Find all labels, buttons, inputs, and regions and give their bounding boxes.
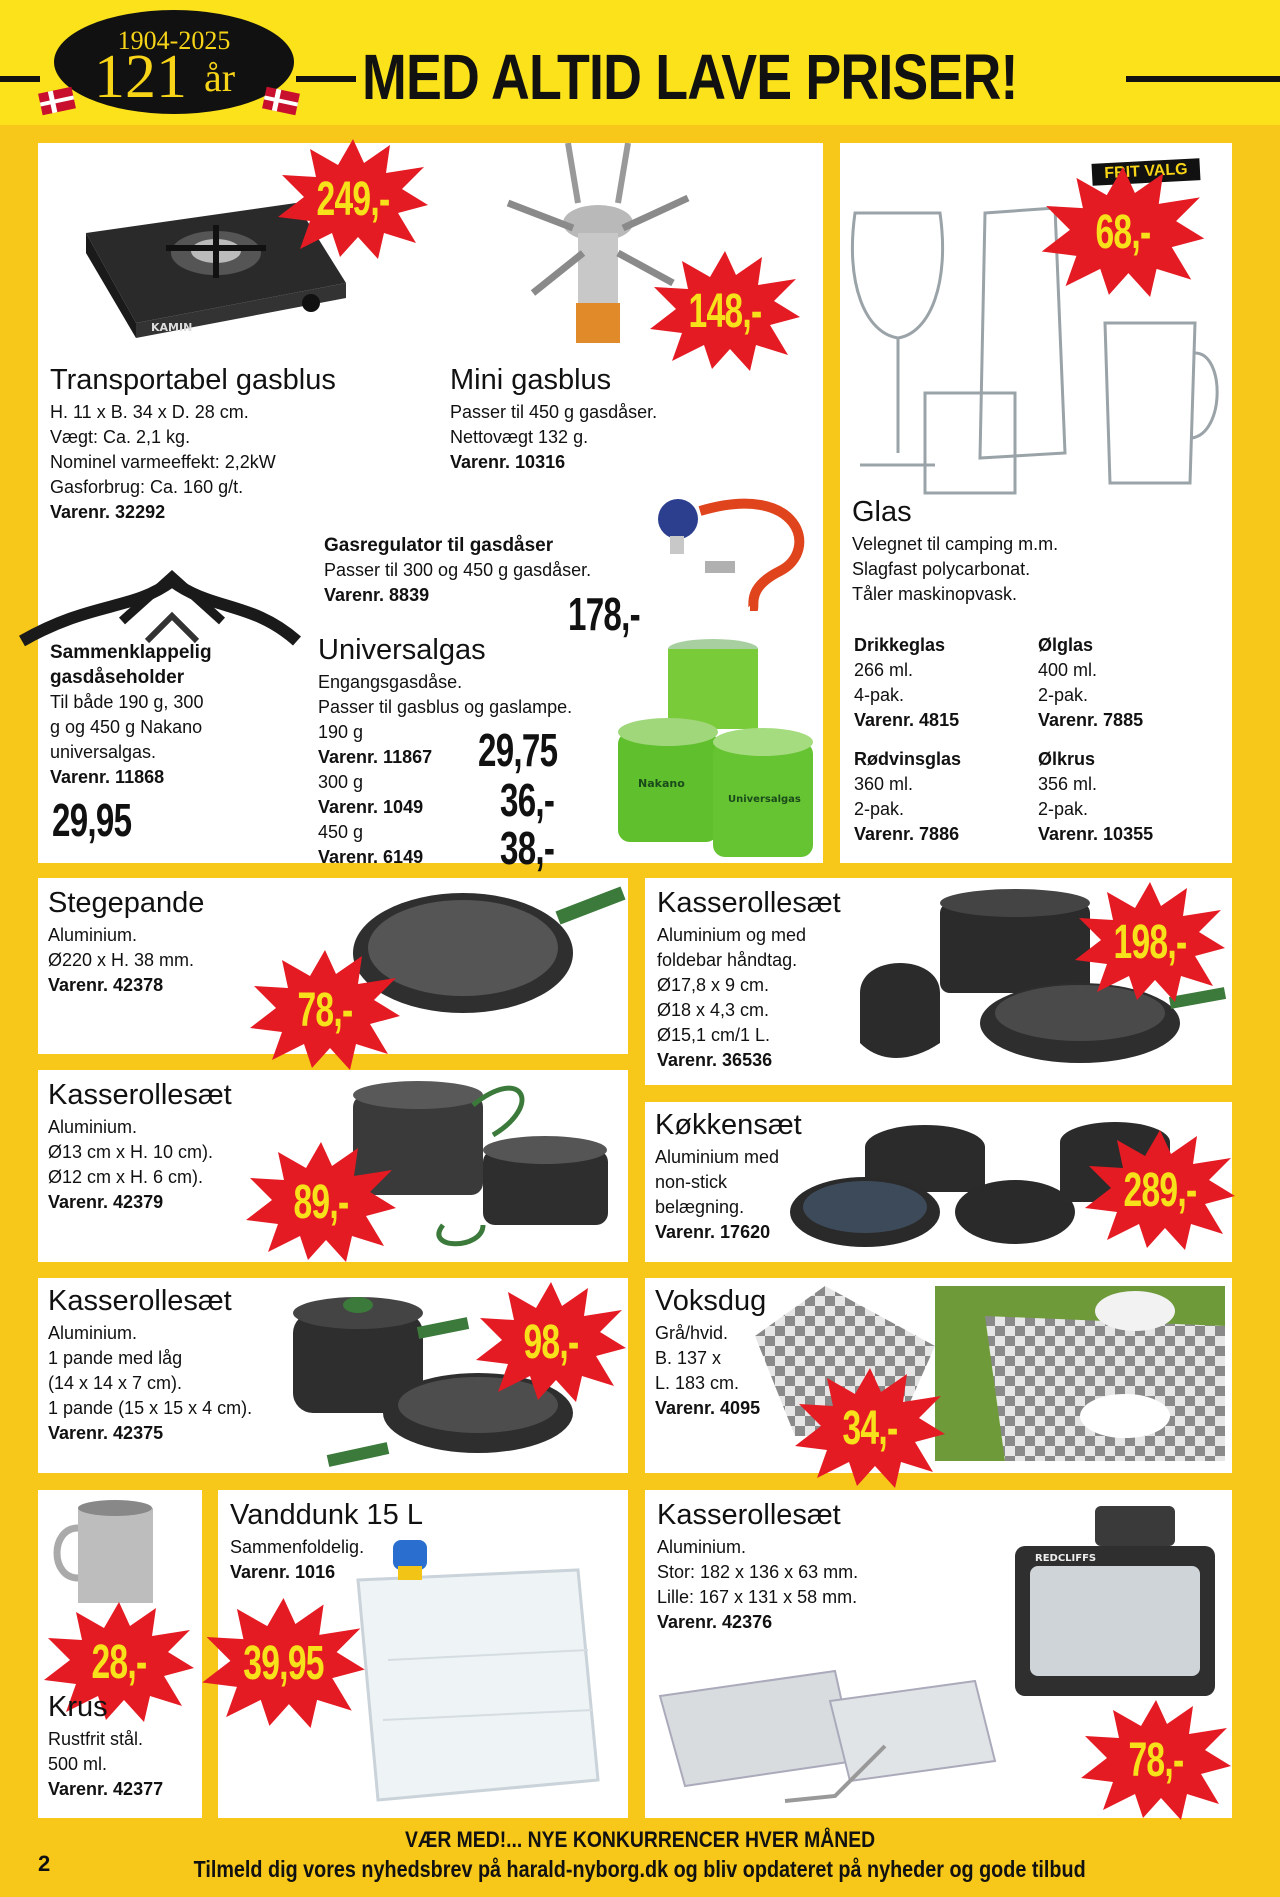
price-gasblus: 249,- [316, 172, 390, 226]
kasserolle-42379-line: Ø12 cm x H. 6 cm). [48, 1167, 204, 1187]
header-rule-mid [296, 76, 356, 82]
universalgas-sku: Varenr. 1049 [318, 797, 424, 817]
panel-kasserolle-42376 [645, 1490, 1232, 1818]
glas-item-name: Ølkrus [1038, 749, 1096, 769]
kasserolle-42376-sku: Varenr. 42376 [657, 1612, 773, 1632]
page-header [0, 0, 1280, 125]
krus-sku: Varenr. 42377 [48, 1779, 164, 1799]
kasserolle-42376-line: Aluminium. [657, 1537, 747, 1557]
header-rule-right [1126, 76, 1280, 82]
kasserolle-36536-line: Ø15,1 cm/1 L. [657, 1025, 771, 1045]
universalgas-line: Passer til gasblus og gaslampe. [318, 697, 573, 717]
header-rule-left [0, 76, 40, 82]
glas-item-name: Drikkeglas [854, 635, 946, 655]
koekkensaet-line: non-stick [655, 1172, 728, 1192]
krus-line: 500 ml. [48, 1754, 108, 1774]
koekkensaet-sku: Varenr. 17620 [655, 1222, 771, 1242]
holder-line: universalgas. [50, 742, 157, 762]
gasregulator-line: Passer til 300 og 450 g gasdåser. [324, 560, 592, 580]
glas-item-oelkrus [1038, 747, 1153, 847]
anniversary-number: 121 [94, 43, 187, 111]
kasserolle-42375-line: 1 pande med låg [48, 1348, 183, 1368]
mini-gasblus-info [450, 363, 657, 475]
price-holder: 29,95 [52, 794, 132, 846]
danish-flag-icon [38, 87, 76, 116]
panel-vanddunk [218, 1490, 628, 1818]
glas-item-pack: 2-pak. [1038, 685, 1089, 705]
anniversary-years: 1904-2025 [117, 26, 231, 55]
kasserolle-36536-sku: Varenr. 36536 [657, 1050, 773, 1070]
holder-info [50, 640, 212, 790]
glas-item-size: 266 ml. [854, 660, 914, 680]
kasserolle-42379-name: Kasserollesæt [48, 1079, 232, 1111]
price-mini-gasblus: 148,- [688, 284, 762, 338]
panel-kasserolle-42379 [38, 1070, 628, 1262]
kasserolle-42375-line: Aluminium. [48, 1323, 138, 1343]
price-burst-kasserolle-42379 [246, 1142, 396, 1262]
krus-line: Rustfrit stål. [48, 1729, 144, 1749]
glas-line: Tåler maskinopvask. [852, 584, 1018, 604]
holder-name-line: gasdåseholder [50, 667, 185, 688]
glas-item-name: Rødvinsglas [854, 749, 962, 769]
price-krus: 28,- [91, 1635, 147, 1689]
koekkensaet-line: Aluminium med [655, 1147, 780, 1167]
mini-gasblus-line: Passer til 450 g gasdåser. [450, 402, 658, 422]
kasserolle-42379-line: Aluminium. [48, 1117, 138, 1137]
stegepande-line: Aluminium. [48, 925, 138, 945]
panel-krus [38, 1490, 202, 1818]
voksdug-info [655, 1284, 766, 1421]
price-burst-kasserolle-42375 [476, 1282, 626, 1402]
kasserolle-36536-info [657, 886, 841, 1073]
glas-item-pack: 2-pak. [854, 799, 905, 819]
price-universalgas-450: 38,- [500, 822, 555, 874]
glas-item-size: 400 ml. [1038, 660, 1098, 680]
krus-info [48, 1690, 163, 1802]
holder-name-line: Sammenklappelig [50, 642, 212, 663]
glas-item-roedvinsglas [854, 747, 961, 847]
price-burst-gasblus [278, 139, 428, 259]
gas-cans-image [618, 637, 818, 857]
kasserolle-36536-line: Aluminium og med [657, 925, 807, 945]
kasserolle-42376-name: Kasserollesæt [657, 1499, 841, 1531]
vanddunk-line: Sammenfoldelig. [230, 1537, 365, 1557]
voksdug-line: Grå/hvid. [655, 1323, 729, 1343]
price-voksdug: 34,- [842, 1401, 898, 1455]
universalgas-line: Engangsgasdåse. [318, 672, 463, 692]
kasserolle-42379-line: Ø13 cm x H. 10 cm). [48, 1142, 214, 1162]
holder-line: g og 450 g Nakano [50, 717, 203, 737]
glas-item-sku: Varenr. 10355 [1038, 824, 1154, 844]
universalgas-sku: Varenr. 11867 [318, 747, 433, 767]
gasregulator-image [650, 491, 820, 611]
voksdug-line: L. 183 cm. [655, 1373, 740, 1393]
glas-item-size: 360 ml. [854, 774, 914, 794]
price-burst-mini-gasblus [650, 251, 800, 371]
price-vanddunk: 39,95 [243, 1636, 324, 1690]
price-burst-kasserolle-36536 [1075, 882, 1225, 1002]
price-universalgas-190: 29,75 [478, 724, 558, 776]
can-label: Universalgas [728, 794, 801, 805]
price-kasserolle-36536: 198,- [1113, 915, 1187, 969]
gasregulator-sku: Varenr. 8839 [324, 585, 430, 605]
kasserolle-42376-line: Stor: 182 x 136 x 63 mm. [657, 1562, 859, 1582]
stegepande-info [48, 886, 204, 998]
kasserolle-36536-line: Ø18 x 4,3 cm. [657, 1000, 770, 1020]
panel-gas-products [38, 143, 823, 874]
panel-stegepande [38, 878, 628, 1054]
kasserolle-42376-line: Lille: 167 x 131 x 58 mm. [657, 1587, 858, 1607]
danish-flag-icon [262, 87, 300, 116]
krus-image [50, 1498, 170, 1618]
kasserolle-42375-line: (14 x 14 x 7 cm). [48, 1373, 183, 1393]
price-koekkensaet: 289,- [1123, 1163, 1197, 1217]
gasregulator-name: Gasregulator til gasdåser [324, 535, 554, 556]
price-gasregulator: 178,- [568, 588, 640, 640]
anniversary-unit: år [204, 55, 236, 100]
mini-gasblus-sku: Varenr. 10316 [450, 452, 566, 472]
holder-sku: Varenr. 11868 [50, 767, 165, 787]
vanddunk-info [230, 1498, 423, 1585]
price-glas: 68,- [1095, 205, 1151, 259]
universalgas-sku: Varenr. 6149 [318, 847, 424, 867]
voksdug-line: B. 137 x [655, 1348, 722, 1368]
gasblus-info [50, 363, 336, 525]
glas-info [852, 495, 1058, 607]
glas-item-pack: 4-pak. [854, 685, 905, 705]
glas-item-drikkeglas [854, 633, 959, 733]
vanddunk-sku: Varenr. 1016 [230, 1562, 336, 1582]
gasblus-name: Transportabel gasblus [50, 364, 336, 396]
footer-line-1: VÆR MED!... NYE KONKURRENCER HVER MÅNED [404, 1827, 876, 1852]
stegepande-sku: Varenr. 42378 [48, 975, 164, 995]
stegepande-name: Stegepande [48, 887, 205, 919]
koekkensaet-name: Køkkensæt [655, 1109, 802, 1141]
price-universalgas-300: 36,- [500, 774, 555, 826]
price-kasserolle-42379: 89,- [293, 1175, 349, 1229]
kasserolle-36536-name: Kasserollesæt [657, 887, 841, 919]
kasserolle-42375-info [48, 1284, 252, 1446]
gasblus-line: Vægt: Ca. 2,1 kg. [50, 427, 191, 447]
frit-valg-badge: FRIT VALG [1091, 158, 1200, 186]
price-kasserolle-42376: 78,- [1128, 1733, 1184, 1787]
gasblus-line: Gasforbrug: Ca. 160 g/t. [50, 477, 244, 497]
panel-kasserolle-36536 [645, 878, 1232, 1085]
holder-line: Til både 190 g, 300 [50, 692, 204, 712]
footer-newsletter [0, 1856, 1280, 1883]
glas-item-sku: Varenr. 7886 [854, 824, 960, 844]
mini-gasblus-name: Mini gasblus [450, 364, 612, 396]
voksdug-sku: Varenr. 4095 [655, 1398, 761, 1418]
glas-line: Velegnet til camping m.m. [852, 534, 1059, 554]
page-number: 2 [38, 1851, 51, 1876]
price-burst-glas [1038, 167, 1208, 297]
price-stegepande: 78,- [297, 983, 353, 1037]
price-kasserolle-42375: 98,- [523, 1315, 579, 1369]
panel-kasserolle-42375 [38, 1278, 628, 1473]
stegepande-line: Ø220 x H. 38 mm. [48, 950, 195, 970]
gasblus-sku: Varenr. 32292 [50, 502, 166, 522]
stove-brand: KAMIN [151, 321, 193, 334]
footer-competition [0, 1827, 1280, 1853]
panel-glas [840, 143, 1232, 863]
kasserolle-42379-info [48, 1078, 232, 1215]
can-brand: Nakano [638, 777, 685, 790]
kasserolle-36536-line: foldebar håndtag. [657, 950, 798, 970]
universalgas-name: Universalgas [318, 634, 486, 666]
universalgas-size: 190 g [318, 722, 364, 742]
glas-line: Slagfast polycarbonat. [852, 559, 1031, 579]
glas-item-oelglas [1038, 633, 1143, 733]
krus-name: Krus [48, 1691, 108, 1723]
price-burst-kasserolle-42376 [1081, 1700, 1231, 1820]
price-burst-koekkensaet [1085, 1130, 1235, 1250]
anniversary-badge [40, 6, 298, 118]
universalgas-size: 300 g [318, 772, 364, 792]
glas-name: Glas [852, 496, 912, 528]
package-brand: REDCLIFFS [1035, 1553, 1097, 1564]
kasserolle-42376-info [657, 1498, 858, 1635]
price-burst-vanddunk [196, 1598, 371, 1728]
headline: MED ALTID LAVE PRISER! [362, 41, 1018, 113]
mini-gasblus-line: Nettovægt 132 g. [450, 427, 589, 447]
kasserolle-42375-line: 1 pande (15 x 15 x 4 cm). [48, 1398, 253, 1418]
glas-item-size: 356 ml. [1038, 774, 1098, 794]
glas-item-sku: Varenr. 4815 [854, 710, 960, 730]
kasserolle-42379-sku: Varenr. 42379 [48, 1192, 164, 1212]
glas-item-sku: Varenr. 7885 [1038, 710, 1144, 730]
glas-item-pack: 2-pak. [1038, 799, 1089, 819]
price-burst-voksdug [795, 1368, 945, 1488]
kasserolle-36536-line: Ø17,8 x 9 cm. [657, 975, 770, 995]
price-burst-stegepande [250, 950, 400, 1070]
kasserolle-42375-name: Kasserollesæt [48, 1285, 232, 1317]
voksdug-name: Voksdug [655, 1285, 767, 1317]
glas-item-name: Ølglas [1038, 635, 1094, 655]
gasblus-line: Nominel varmeeffekt: 2,2kW [50, 452, 276, 472]
footer-line-2: Tilmeld dig vores nyhedsbrev på harald-nyborg.dk og bliv opdateret på nyheder og gode tilbud [193, 1856, 1087, 1882]
koekkensaet-info [655, 1108, 802, 1245]
gasblus-line: H. 11 x B. 34 x D. 28 cm. [50, 402, 249, 422]
universalgas-size: 450 g [318, 822, 364, 842]
vanddunk-name: Vanddunk 15 L [230, 1499, 423, 1531]
gasregulator-info [324, 533, 591, 608]
kasserolle-42375-sku: Varenr. 42375 [48, 1423, 164, 1443]
koekkensaet-line: belægning. [655, 1197, 745, 1217]
panel-koekkensaet [645, 1102, 1232, 1262]
panel-voksdug [645, 1278, 1232, 1473]
